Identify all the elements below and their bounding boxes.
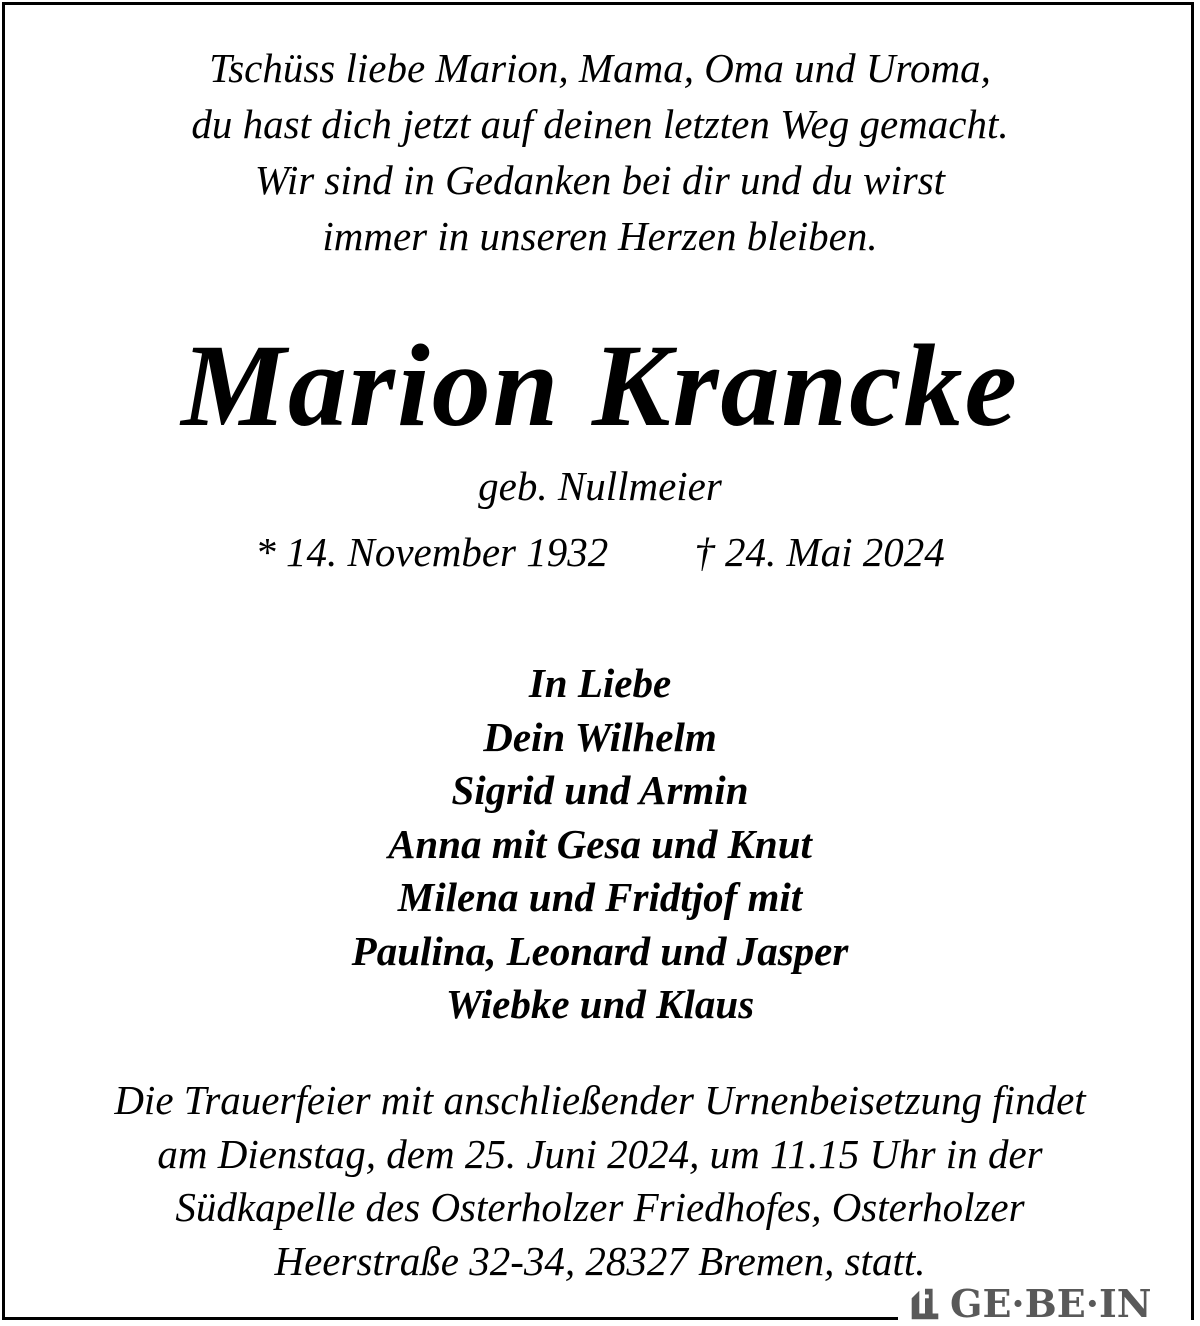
family-line: Milena und Fridtjof mit xyxy=(397,874,803,920)
poem-line: du hast dich jetzt auf deinen letzten Weg gemacht. xyxy=(191,101,1009,147)
family-line: Paulina, Leonard und Jasper xyxy=(351,927,849,974)
funeral-service-info xyxy=(0,1074,1200,1288)
gebein-logo-icon xyxy=(906,1285,944,1323)
family-line: Sigrid und Armin xyxy=(451,767,749,813)
birth-date: * 14. November 1932 xyxy=(255,529,609,575)
gebein-logo-text: GE·BE·IN xyxy=(950,1281,1152,1326)
service-line: Die Trauerfeier mit anschließender Urnenbeisetzung findet xyxy=(114,1077,1086,1123)
bottom-rule xyxy=(2,1317,898,1320)
family-signatures xyxy=(0,657,1200,1032)
poem-line: Wir sind in Gedanken bei dir und du wirst xyxy=(254,157,946,203)
family-line: In Liebe xyxy=(528,660,672,706)
poem-line: immer in unseren Herzen bleiben. xyxy=(322,213,878,259)
death-date: † 24. Mai 2024 xyxy=(694,529,945,575)
birth-name: geb. Nullmeier xyxy=(478,463,722,509)
poem-line: Tschüss liebe Marion, Mama, Oma und Uroma, xyxy=(209,45,991,91)
service-line: Südkapelle des Osterholzer Friedhofes, Osterholzer xyxy=(175,1184,1025,1230)
service-line: am Dienstag, dem 25. Juni 2024, um 11.15 Uhr in der xyxy=(157,1130,1043,1177)
gebein-logo xyxy=(902,1283,1155,1325)
poem xyxy=(0,40,1200,264)
family-line: Anna mit Gesa und Knut xyxy=(388,820,812,867)
service-line: Heerstraße 32-34, 28327 Bremen, statt. xyxy=(274,1237,926,1284)
life-dates xyxy=(0,524,1200,580)
family-line: Dein Wilhelm xyxy=(483,713,717,760)
deceased-name: Marion Krancke xyxy=(181,320,1019,451)
family-line: Wiebke und Klaus xyxy=(445,981,755,1027)
